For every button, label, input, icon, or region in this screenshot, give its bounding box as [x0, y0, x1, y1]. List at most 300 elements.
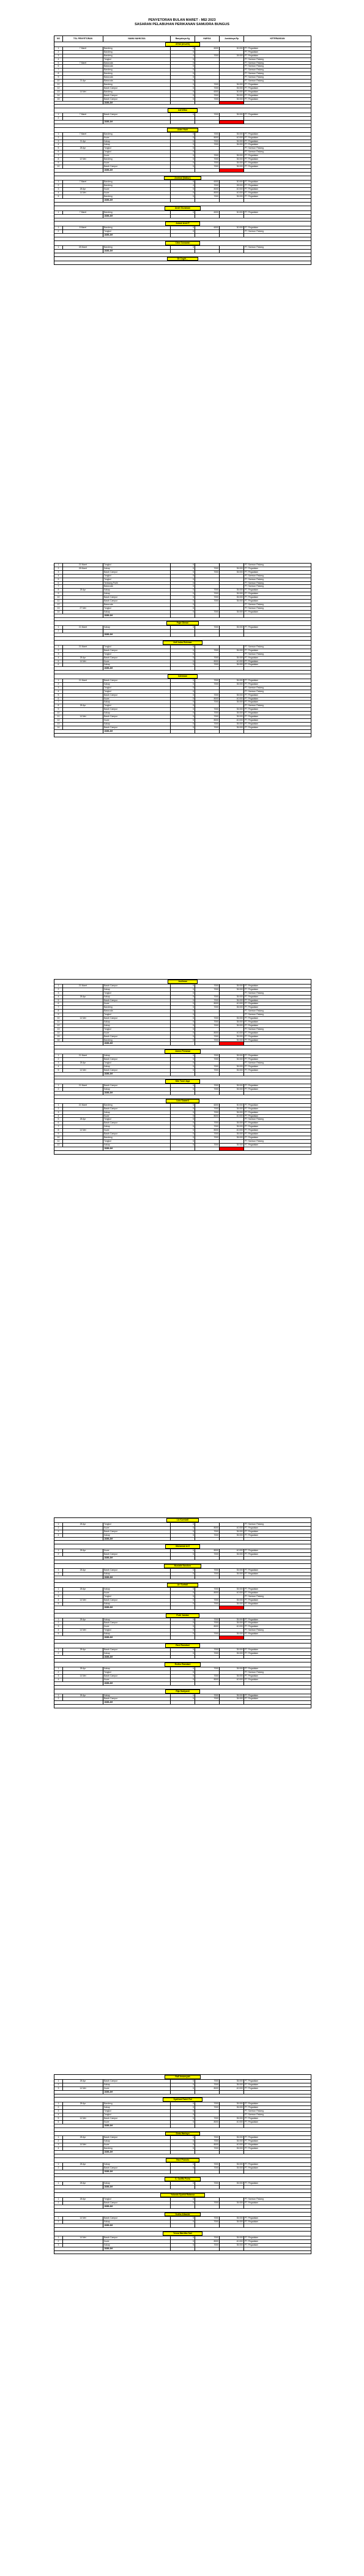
remarks-cell: PT. Pegadaian: [244, 2201, 311, 2205]
total-label: JUMLAH: [103, 1655, 171, 1659]
remarks-cell: PT. Samson Padang: [244, 2113, 311, 2117]
captain-name: Muhamad Arif: [165, 1544, 199, 1549]
weight-kg-cell: 5: [171, 1621, 195, 1625]
captain-name-cell: [54, 1098, 311, 1103]
row-number-cell: 1: [54, 2079, 63, 2083]
weight-kg-cell: 5: [171, 574, 195, 578]
weight-kg-cell: 5: [171, 226, 195, 230]
amount-rp-cell: 28.000: [220, 184, 244, 188]
fish-name-cell: Kakap: [103, 592, 171, 596]
remarks-cell: PT. Pegadaian: [244, 136, 311, 140]
weight-kg-cell: 5: [171, 1084, 195, 1088]
row-number-cell: 2: [54, 988, 63, 991]
remarks-cell: PT. Samson Padang: [244, 72, 311, 76]
weight-kg-cell: 5: [171, 610, 195, 614]
price-cell: 6000: [195, 90, 220, 94]
weight-kg-cell: 5: [171, 603, 195, 606]
amount-rp-cell: 35.000: [220, 715, 244, 719]
price-cell: 7000: [195, 1136, 220, 1140]
fish-name-cell: Kakap: [103, 712, 171, 715]
amount-rp-cell: 35.000: [220, 1068, 244, 1072]
weight-kg-cell: 5: [171, 2106, 195, 2110]
price-cell: 8000: [195, 1549, 220, 1553]
row-number-cell: 4: [54, 2113, 63, 2117]
remarks-cell: PT. Pegadaian: [244, 649, 311, 652]
weight-kg-cell: 5: [171, 596, 195, 600]
amount-rp-cell: 35.000: [220, 600, 244, 603]
fish-name-cell: Baracuda: [103, 1010, 171, 1013]
row-number-cell: 2: [54, 1651, 63, 1655]
weight-kg-cell: 5: [171, 132, 195, 136]
captain-name-cell: [54, 256, 311, 261]
fish-name-cell: Kakap: [103, 140, 171, 143]
captain-name-cell: [54, 1079, 311, 1084]
document-header: [0, 18, 364, 27]
row-number-cell: 1: [54, 181, 63, 184]
captain-name-cell: [54, 2131, 311, 2136]
amount-rp-cell: 35.000: [220, 1038, 244, 1042]
weight-kg-cell: 5: [171, 1522, 195, 1526]
price-cell: 7000: [195, 2243, 220, 2247]
captain-name-cell: [54, 206, 311, 210]
price-cell: 7000: [195, 1038, 220, 1042]
row-number-cell: 3: [54, 2110, 63, 2113]
amount-rp-cell: 35.000: [220, 592, 244, 596]
column-header-price: HARGA: [195, 36, 220, 42]
amount-rp-cell: 35.000: [220, 2217, 244, 2220]
row-number-cell: 14: [54, 726, 63, 729]
row-number-cell: 1: [54, 984, 63, 988]
captain-name-row: [54, 1689, 311, 1694]
fish-name-cell: Barah Campur: [103, 2201, 171, 2205]
fish-name-cell: Barah Campur: [103, 984, 171, 988]
captain-name-row: [54, 2131, 311, 2136]
group-spacer: [54, 733, 311, 737]
row-number-cell: 1: [54, 245, 63, 249]
fish-name-cell: Barah Campur: [103, 1675, 171, 1678]
weight-kg-cell: 5: [171, 581, 195, 585]
amount-rp-cell: 35.000: [220, 708, 244, 712]
remarks-cell: PT. Samson Padang: [244, 230, 311, 234]
row-number-cell: 11: [54, 600, 63, 603]
price-cell: 7000: [195, 600, 220, 603]
weight-kg-cell: 5: [171, 1632, 195, 1636]
deposit-table: [54, 979, 311, 1155]
captain-name: Rani Ramdani: [165, 1644, 200, 1648]
remarks-cell: PT. Pegadaian: [244, 2147, 311, 2151]
deposit-date-cell: 28 Apr: [63, 1522, 103, 1526]
weight-kg-cell: 5: [171, 682, 195, 686]
weight-kg-cell: 5: [171, 1006, 195, 1010]
row-number-cell: 1: [54, 1588, 63, 1591]
amount-rp-cell: 35.000: [220, 2106, 244, 2110]
total-label: JUMLAH: [103, 1701, 171, 1705]
row-number-cell: 1: [54, 2217, 63, 2220]
fish-name-cell: Kakap: [103, 1125, 171, 1129]
fish-name-cell: Baracuda: [103, 603, 171, 606]
captain-name-cell: [54, 2177, 311, 2182]
remarks-cell: PT. Pegadaian: [244, 712, 311, 715]
row-number-cell: 4: [54, 690, 63, 693]
weight-kg-cell: 5: [171, 50, 195, 54]
fish-name-cell: Kakap: [103, 2140, 171, 2143]
amount-rp-cell: 35.000: [220, 693, 244, 697]
captain-name-row: [54, 2098, 311, 2102]
row-number-cell: 1: [54, 1103, 63, 1107]
row-number-cell: 12: [54, 603, 63, 606]
weight-kg-cell: 5: [171, 1671, 195, 1675]
amount-rp-cell: 35.000: [220, 1651, 244, 1655]
remarks-cell: PT. Pegadaian: [244, 165, 311, 168]
group-spacer: [54, 1150, 311, 1154]
amount-rp-cell: 35.000: [220, 1006, 244, 1010]
fish-name-cell: Barah Campur: [103, 1568, 171, 1572]
captain-name-row: [54, 221, 311, 226]
remarks-cell: PT. Samson Padang: [244, 1010, 311, 1013]
weight-kg-cell: 5: [171, 2140, 195, 2143]
fish-name-cell: Kakap: [103, 1533, 171, 1537]
amount-rp-cell: 35.000: [220, 663, 244, 667]
remarks-cell: PT. Pegadaian: [244, 1136, 311, 1140]
deposit-date-cell: 28 Maret: [63, 567, 103, 570]
remarks-cell: PT. Samson Padang: [244, 1118, 311, 1122]
price-cell: 7000: [195, 154, 220, 158]
price-cell: 7000: [195, 143, 220, 147]
price-cell: 7000: [195, 1020, 220, 1024]
remarks-cell: PT. Samson Padang: [244, 1139, 311, 1143]
weight-kg-cell: 5: [171, 564, 195, 567]
amount-rp-cell: 35.000: [220, 2140, 244, 2143]
row-number-cell: 9: [54, 76, 63, 80]
amount-rp-cell: 35.000: [220, 2220, 244, 2224]
price-cell: 7000: [195, 570, 220, 574]
row-number-cell: 1: [54, 2162, 63, 2166]
fish-name-cell: Tongkol: [103, 1139, 171, 1143]
price-cell: 8000: [195, 136, 220, 140]
weight-kg-cell: 5: [171, 1027, 195, 1031]
fish-name-cell: Kuwe: [103, 1031, 171, 1035]
row-number-cell: 14: [54, 94, 63, 97]
price-cell: 7000: [195, 1618, 220, 1621]
row-number-cell: 3: [54, 1530, 63, 1533]
remarks-cell: PT. Pegadaian: [244, 2116, 311, 2120]
fish-name-cell: Kakap: [103, 2220, 171, 2224]
fish-name-cell: Kakap: [103, 1143, 171, 1147]
remarks-cell: PT. Pegadaian: [244, 701, 311, 704]
fish-name-cell: Barah Campur: [103, 165, 171, 168]
row-number-cell: 8: [54, 704, 63, 708]
remarks-cell: PT. Samson Padang: [244, 1061, 311, 1065]
deposit-date-cell: 14 Mei: [63, 2143, 103, 2147]
amount-rp-cell: 35.000: [220, 649, 244, 652]
weight-kg-cell: 5: [171, 567, 195, 570]
price-cell: 8000: [195, 192, 220, 195]
weight-kg-cell: 5: [171, 1088, 195, 1092]
amount-rp-cell: 35.000: [220, 1667, 244, 1671]
weight-kg-cell: 5: [171, 690, 195, 693]
amount-rp-cell: 40.000: [220, 1129, 244, 1133]
weight-kg-cell: 5: [171, 1136, 195, 1140]
price-cell: 7000: [195, 1648, 220, 1651]
row-number-cell: 2: [54, 1088, 63, 1092]
remarks-cell: PT. Pegadaian: [244, 1632, 311, 1636]
remarks-cell: PT. Samson Padang: [244, 991, 311, 995]
deposit-date-cell: 14 Mei: [63, 90, 103, 94]
row-number-cell: 10: [54, 165, 63, 168]
row-number-cell: 4: [54, 1598, 63, 1602]
price-cell: 7000: [195, 2102, 220, 2106]
amount-rp-cell: 35.000: [220, 1143, 244, 1147]
remarks-cell: PT. Pegadaian: [244, 188, 311, 192]
total-label: JUMLAH: [103, 1042, 171, 1046]
row-number-cell: 15: [54, 1035, 63, 1038]
price-cell: 7000: [195, 184, 220, 188]
price-cell: 7000: [195, 113, 220, 117]
total-label: JUMLAH: [103, 633, 171, 637]
fish-name-cell: Tongkol: [103, 1013, 171, 1017]
amount-rp-cell: 35.000: [220, 722, 244, 726]
fish-name-cell: Kakap: [103, 995, 171, 999]
amount-rp-cell: 35.000: [220, 988, 244, 991]
remarks-cell: PT. Pegadaian: [244, 682, 311, 686]
price-cell: 7000: [195, 679, 220, 683]
fish-name-cell: Tongkol: [103, 1522, 171, 1526]
remarks-cell: PT. Pegadaian: [244, 570, 311, 574]
deposit-date-cell: 28 Apr: [63, 188, 103, 192]
captain-name-cell: [54, 1643, 311, 1648]
price-cell: 8000: [195, 1591, 220, 1595]
weight-kg-cell: 5: [171, 645, 195, 649]
remarks-cell: PT. Pegadaian: [244, 1114, 311, 1118]
row-number-cell: 13: [54, 1027, 63, 1031]
row-number-cell: 1: [54, 210, 63, 214]
remarks-cell: PT. Pegadaian: [244, 722, 311, 726]
fish-name-cell: Tongkol: [103, 690, 171, 693]
fish-name-cell: Kuwe: [103, 154, 171, 158]
total-label: JUMLAH: [103, 2090, 171, 2094]
remarks-cell: PT. Samson Padang: [244, 578, 311, 581]
row-number-cell: 6: [54, 1002, 63, 1006]
amount-rp-cell: 40.000: [220, 1002, 244, 1006]
deposit-date-cell: 7 Maret: [63, 181, 103, 184]
fish-name-cell: Barah Campur: [103, 2217, 171, 2220]
fish-name-cell: Tongkol: [103, 564, 171, 567]
column-header-deposit-date: TGL PENYETORAN: [63, 36, 103, 42]
weight-kg-cell: 5: [171, 143, 195, 147]
row-number-cell: 6: [54, 65, 63, 69]
price-cell: 6000: [195, 47, 220, 50]
weight-kg-cell: 5: [171, 988, 195, 991]
amount-rp-cell: 35.000: [220, 570, 244, 574]
weight-kg-cell: 5: [171, 704, 195, 708]
row-number-cell: 2: [54, 1553, 63, 1557]
remarks-cell: PT. Pegadaian: [244, 1068, 311, 1072]
fish-name-cell: Bandeng: [103, 83, 171, 86]
remarks-cell: PT. Pegadaian: [244, 1129, 311, 1133]
weight-kg-cell: 5: [171, 1678, 195, 1681]
weight-kg-cell: 5: [171, 656, 195, 660]
row-number-cell: 3: [54, 54, 63, 58]
amount-rp-cell: 35.000: [220, 2116, 244, 2120]
weight-kg-cell: 5: [171, 585, 195, 589]
price-cell: 7000: [195, 1621, 220, 1625]
weight-kg-cell: 5: [171, 83, 195, 86]
group-spacer: [54, 1705, 311, 1708]
price-cell: 7000: [195, 1107, 220, 1111]
row-number-cell: 2: [54, 184, 63, 188]
remarks-cell: PT. Pegadaian: [244, 2243, 311, 2247]
weight-kg-cell: 5: [171, 1065, 195, 1068]
fish-name-cell: Kakap: [103, 663, 171, 667]
deposit-date-cell: 21 Maret: [63, 1084, 103, 1088]
row-number-cell: 5: [54, 693, 63, 697]
weight-kg-cell: 5: [171, 701, 195, 704]
weight-kg-cell: 5: [171, 2239, 195, 2243]
fish-name-cell: Bandeng: [103, 72, 171, 76]
captain-name: S. Sariffo Putra: [165, 2177, 201, 2181]
fish-name-cell: Kakap: [103, 988, 171, 991]
amount-rp-cell: 35.000: [220, 726, 244, 729]
weight-kg-cell: 5: [171, 1125, 195, 1129]
fish-name-cell: Kuwe: [103, 1002, 171, 1006]
fish-name-cell: Barah Campur: [103, 1068, 171, 1072]
price-cell: 7000: [195, 988, 220, 991]
remarks-cell: PT. Pegadaian: [244, 1678, 311, 1681]
fish-name-cell: Barah Campur: [103, 656, 171, 660]
row-number-cell: 11: [54, 1020, 63, 1024]
amount-rp-cell: 35.000: [220, 1553, 244, 1557]
remarks-cell: PT. Samson Padang: [244, 652, 311, 656]
fish-name-cell: Tongkol: [103, 686, 171, 690]
captain-name-cell: [54, 2075, 311, 2080]
fish-name-cell: Bandeng: [103, 50, 171, 54]
price-cell: 8000: [195, 1114, 220, 1118]
weight-kg-cell: 5: [171, 649, 195, 652]
captain-name-row: [54, 1613, 311, 1618]
price-cell: 7000: [195, 1588, 220, 1591]
row-number-cell: 2: [54, 2201, 63, 2205]
weight-kg-cell: 5: [171, 2143, 195, 2147]
row-number-cell: 2: [54, 2106, 63, 2110]
weight-kg-cell: 5: [171, 1591, 195, 1595]
weight-kg-cell: 5: [171, 1143, 195, 1147]
captain-name: Lido Suwarti: [166, 1099, 199, 1103]
weight-kg-cell: 5: [171, 2243, 195, 2247]
remarks-cell: PT. Pegadaian: [244, 610, 311, 614]
captain-name-row: [54, 1049, 311, 1054]
deposit-date-cell: 14 Mei: [63, 1068, 103, 1072]
fish-name-cell: Barah Campur: [103, 1697, 171, 1701]
fish-name-cell: Barah Campur: [103, 94, 171, 97]
price-cell: 7000: [195, 2079, 220, 2083]
column-header-amount-rp: Jumlahnya Rp: [220, 36, 244, 42]
captain-name-row: [54, 256, 311, 261]
amount-rp-cell: 40.000: [220, 1625, 244, 1629]
amount-rp-cell: 35.000: [220, 1632, 244, 1636]
captain-name-cell: [54, 2232, 311, 2236]
remarks-cell: PT. Samson Padang: [244, 61, 311, 65]
row-number-cell: 12: [54, 86, 63, 90]
remarks-cell: PT. Pegadaian: [244, 984, 311, 988]
row-number-cell: 1: [54, 2102, 63, 2106]
weight-kg-cell: 5: [171, 1024, 195, 1027]
weight-kg-cell: 5: [171, 1111, 195, 1114]
table-section: [54, 563, 311, 737]
weight-kg-cell: 5: [171, 1526, 195, 1530]
weight-kg-cell: 5: [171, 2110, 195, 2113]
weight-kg-cell: 5: [171, 1625, 195, 1629]
remarks-cell: PT. Pegadaian: [244, 1694, 311, 1697]
fish-name-cell: Kuwe: [103, 188, 171, 192]
total-label: JUMLAH: [103, 1147, 171, 1150]
weight-kg-cell: 5: [171, 136, 195, 140]
deposit-date-cell: 14 Mei: [63, 1017, 103, 1021]
weight-kg-cell: 5: [171, 1038, 195, 1042]
fish-name-cell: Kakap: [103, 1065, 171, 1068]
fish-name-cell: Barah Campur: [103, 86, 171, 90]
fish-name-cell: Barah Campur: [103, 2236, 171, 2239]
price-cell: 7000: [195, 2106, 220, 2110]
fish-name-cell: Bandeng: [103, 1103, 171, 1107]
remarks-cell: PT. Pegadaian: [244, 589, 311, 592]
amount-rp-cell: 35.000: [220, 143, 244, 147]
amount-rp-cell: 40.000: [220, 136, 244, 140]
remarks-cell: PT. Pegadaian: [244, 1625, 311, 1629]
price-cell: 7000: [195, 1017, 220, 1021]
amount-rp-cell: 35.000: [220, 2147, 244, 2151]
row-number-cell: 2: [54, 1572, 63, 1576]
row-number-cell: 7: [54, 1006, 63, 1010]
weight-kg-cell: 5: [171, 984, 195, 988]
row-number-cell: 2: [54, 1591, 63, 1595]
amount-rp-cell: 30.000: [220, 181, 244, 184]
remarks-cell: PT. Samson Padang: [244, 690, 311, 693]
amount-rp-cell: 35.000: [220, 984, 244, 988]
price-cell: 8000: [195, 2239, 220, 2243]
remarks-cell: PT. Pegadaian: [244, 988, 311, 991]
fish-name-cell: Barah Campur: [103, 1084, 171, 1088]
row-number-cell: 3: [54, 570, 63, 574]
remarks-cell: PT. Pegadaian: [244, 1591, 311, 1595]
remarks-cell: PT. Pegadaian: [244, 999, 311, 1002]
fish-name-cell: Kuwe: [103, 2086, 171, 2090]
amount-rp-cell: 40.000: [220, 1526, 244, 1530]
price-cell: 7000: [195, 1602, 220, 1606]
captain-name: Redho Ramdani: [165, 1662, 201, 1667]
total-label: JUMLAH: [103, 2151, 171, 2154]
captain-name: Antoni Arsil P: [165, 221, 199, 226]
fish-name-cell: Tongkol: [103, 2113, 171, 2117]
amount-rp-cell: 35.000: [220, 132, 244, 136]
fish-name-cell: Barah Campur: [103, 1553, 171, 1557]
weight-kg-cell: 5: [171, 1651, 195, 1655]
deposit-date-cell: 8 Maret: [63, 226, 103, 230]
row-number-cell: 2: [54, 2220, 63, 2224]
remarks-cell: PT. Pegadaian: [244, 708, 311, 712]
amount-rp-cell: 35.000: [220, 165, 244, 168]
remarks-cell: PT. Pegadaian: [244, 719, 311, 723]
amount-rp-cell: 35.000: [220, 113, 244, 117]
remarks-cell: PT. Pegadaian: [244, 195, 311, 199]
weight-kg-cell: 5: [171, 61, 195, 65]
price-cell: 7000: [195, 1533, 220, 1537]
fish-name-cell: Barah Campur: [103, 600, 171, 603]
weight-kg-cell: 5: [171, 708, 195, 712]
fish-name-cell: Barah Campur: [103, 2116, 171, 2120]
amount-rp-cell: 35.000: [220, 161, 244, 165]
weight-kg-cell: 5: [171, 1002, 195, 1006]
amount-rp-cell: 35.000: [220, 86, 244, 90]
